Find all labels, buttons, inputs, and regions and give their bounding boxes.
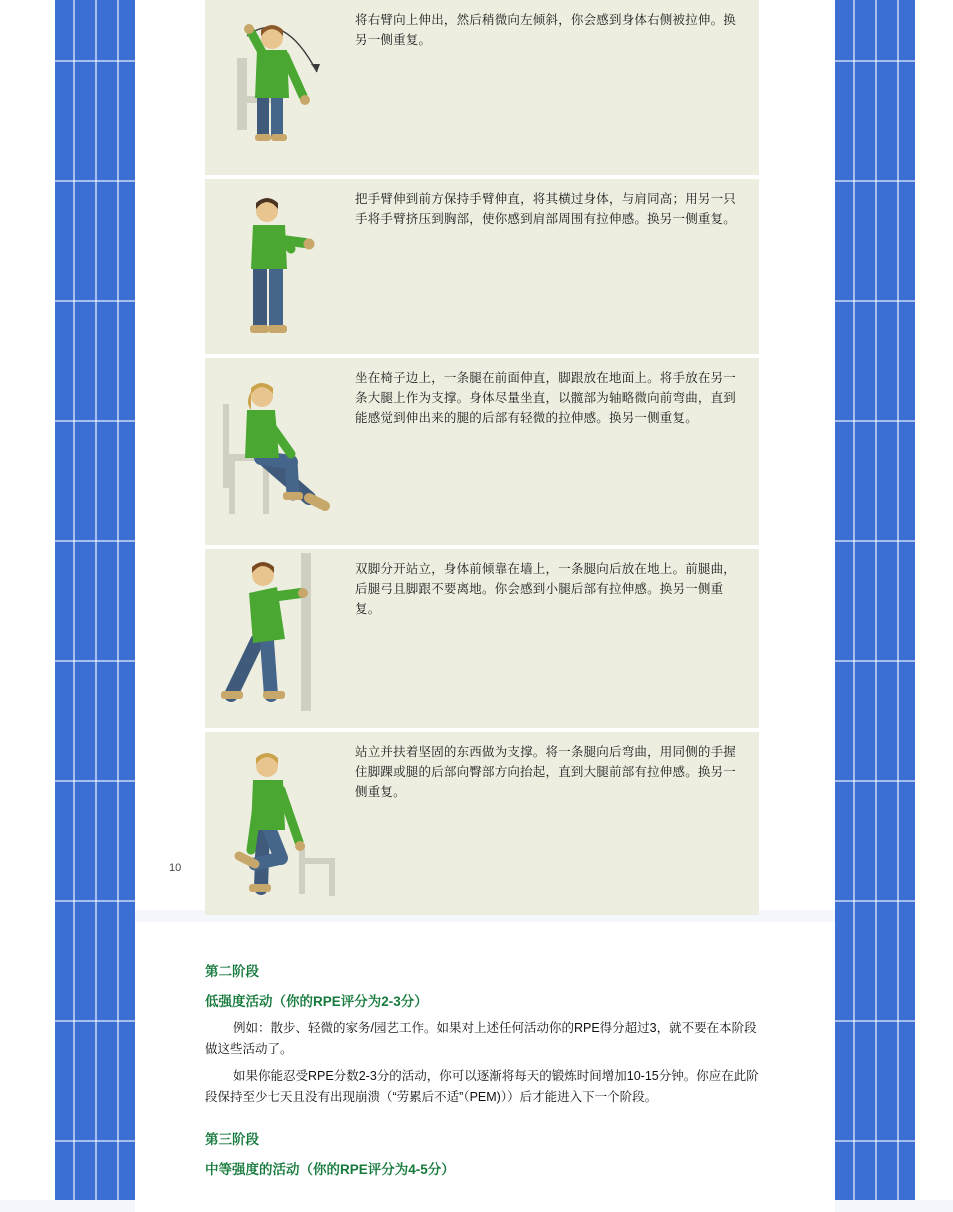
section-heading: 第三阶段 (205, 1132, 259, 1147)
exercise-description: 坐在椅子边上，一条腿在前面伸直，脚跟放在地面上。将手放在另一条大腿上作为支撑。身体尽量坐直，以髋部为轴略微向前弯曲，直到能感觉到伸出来的腿的后部有轻微的拉伸感。换另一侧重复。 (355, 371, 737, 425)
section-phase-two (205, 960, 765, 1108)
standing-quad-stretch-illustration (205, 732, 347, 915)
exercise-row (205, 0, 759, 175)
exercise-row (205, 179, 759, 354)
section-phase-three (205, 1128, 765, 1178)
exercise-description: 双脚分开站立，身体前倾靠在墙上，一条腿向后放在地上。前腿曲，后腿弓且脚跟不要离地。你会感到小腿后部有拉伸感。换另一侧重复。 (355, 562, 737, 616)
exercise-row (205, 358, 759, 545)
page-margin-right (915, 0, 953, 1200)
exercise-row (205, 549, 759, 728)
paragraph: 例如：散步、轻微的家务/园艺工作。如果对上述任何活动你的RPE得分超过3，就不要在本阶段做这些活动了。 (205, 1021, 757, 1056)
exercise-list (205, 0, 759, 919)
page-margin-left (0, 0, 55, 1200)
exercise-description: 站立并扶着坚固的东西做为支撑。将一条腿向后弯曲，用同侧的手握住脚踝或腿的后部向臀部方向抬起，直到大腿前部有拉伸感。换另一侧重复。 (355, 745, 737, 799)
exercise-row (205, 732, 759, 915)
document-page-11 (135, 922, 835, 1212)
phase-sections (205, 960, 765, 1186)
wall-lean-calf-stretch-illustration (205, 549, 347, 728)
decorative-band-right (835, 0, 915, 1200)
seated-leg-extension-stretch-illustration (205, 358, 347, 545)
document-page-10 (135, 0, 835, 910)
page-number: 10 (169, 862, 182, 874)
section-subheading: 低强度活动（你的RPE评分为2-3分） (205, 994, 428, 1009)
seated-side-stretch-illustration (205, 0, 347, 175)
decorative-band-left (55, 0, 135, 1200)
standing-arm-across-chest-illustration (205, 179, 347, 354)
exercise-description: 将右臂向上伸出，然后稍微向左倾斜，你会感到身体右侧被拉伸。换另一侧重复。 (355, 13, 737, 47)
paragraph: 如果你能忍受RPE分数2-3分的活动，你可以逐渐将每天的锻炼时间增加10-15分钟。你应在此阶段保持至少七天且没有出现崩溃（“劳累后不适”（PEM)））后才能进入下一个阶段。 (205, 1069, 759, 1104)
exercise-description: 把手臂伸到前方保持手臂伸直，将其横过身体，与肩同高；用另一只手将手臂挤压到胸部，使你感到肩部周围有拉伸感。换另一侧重复。 (355, 192, 737, 226)
section-subheading: 中等强度的活动（你的RPE评分为4-5分） (205, 1162, 455, 1177)
section-heading: 第二阶段 (205, 964, 259, 979)
